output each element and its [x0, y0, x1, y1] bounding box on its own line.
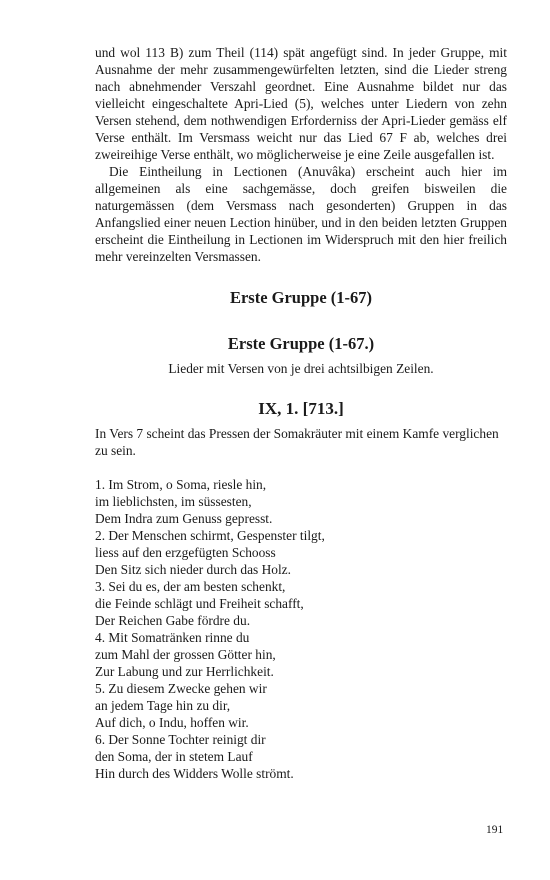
- verse-line: im lieblichsten, im süssesten,: [95, 494, 252, 509]
- body-paragraph: Die Eintheilung in Lectionen (Anuvâka) erscheint auch hier im allgemeinen als eine sachgemässe, doch greifen bisweilen die naturgemässen (dem Versmass nach gesonderten) Gruppen in das Anfangslied einer neuen Lection hinüber, und in den beiden letzten Gruppen erscheint die Eintheilung in Lectionen im Widerspruch mit den hier freilich mehr vereinzelten Versmassen.: [95, 164, 507, 264]
- verse-line: Hin durch des Widders Wolle strömt.: [95, 766, 294, 781]
- verse-line: 6. Der Sonne Tochter reinigt dir: [95, 732, 266, 747]
- verse-line: liess auf den erzgefügten Schooss: [95, 545, 276, 560]
- body-paragraph: und wol 113 B) zum Theil (114) spät angefügt sind. In jeder Gruppe, mit Ausnahme der mehr zusammengewürfelten letzten, sind die Lieder streng nach abnehmender Verszahl geordnet. Eine Ausnahme bildet nur das vielleicht eingeschaltete Apri-Lied (5), welches unter Liedern von zehn Versen stehend, dem nothwendigen Erforderniss der Apri-Lieder gemäss elf Verse enthält. Im Versmass weicht nur das Lied 67 F ab, welches drei zweireihige Verse enthält, wo möglicherweise je eine Zeile ausgefallen ist.: [95, 45, 507, 162]
- verse-line: Dem Indra zum Genuss gepresst.: [95, 511, 273, 526]
- verse-line: Zur Labung und zur Herrlichkeit.: [95, 664, 274, 679]
- hymn-intro: In Vers 7 scheint das Pressen der Somakräuter mit einem Kamfe verglichen zu sein.: [95, 426, 499, 458]
- verse-block: [95, 476, 507, 782]
- verse-line: Den Sitz sich nieder durch das Holz.: [95, 562, 291, 577]
- verse-line: 1. Im Strom, o Soma, riesle hin,: [95, 477, 267, 492]
- verse-line: 4. Mit Somatränken rinne du: [95, 630, 250, 645]
- group-subtitle: Lieder mit Versen von je drei achtsilbigen Zeilen.: [168, 361, 434, 376]
- group-heading: Erste Gruppe (1-67.): [227, 334, 375, 353]
- verse-line: Der Reichen Gabe fördre du.: [95, 613, 251, 628]
- verse-line: die Feinde schlägt und Freiheit schafft,: [95, 596, 304, 611]
- hymn-heading: IX, 1. [713.]: [258, 399, 344, 418]
- verse-line: zum Mahl der grossen Götter hin,: [95, 647, 276, 662]
- verse-line: den Soma, der in stetem Lauf: [95, 749, 253, 764]
- book-page: [95, 44, 507, 782]
- verse-line: 3. Sei du es, der am besten schenkt,: [95, 579, 286, 594]
- page-number: 191: [486, 824, 504, 836]
- verse-line: Auf dich, o Indu, hoffen wir.: [95, 715, 249, 730]
- verse-line: an jedem Tage hin zu dir,: [95, 698, 231, 713]
- section-heading: Erste Gruppe (1-67): [229, 288, 373, 307]
- verse-line: 2. Der Menschen schirmt, Gespenster tilgt,: [95, 528, 325, 543]
- verse-line: 5. Zu diesem Zwecke gehen wir: [95, 681, 267, 696]
